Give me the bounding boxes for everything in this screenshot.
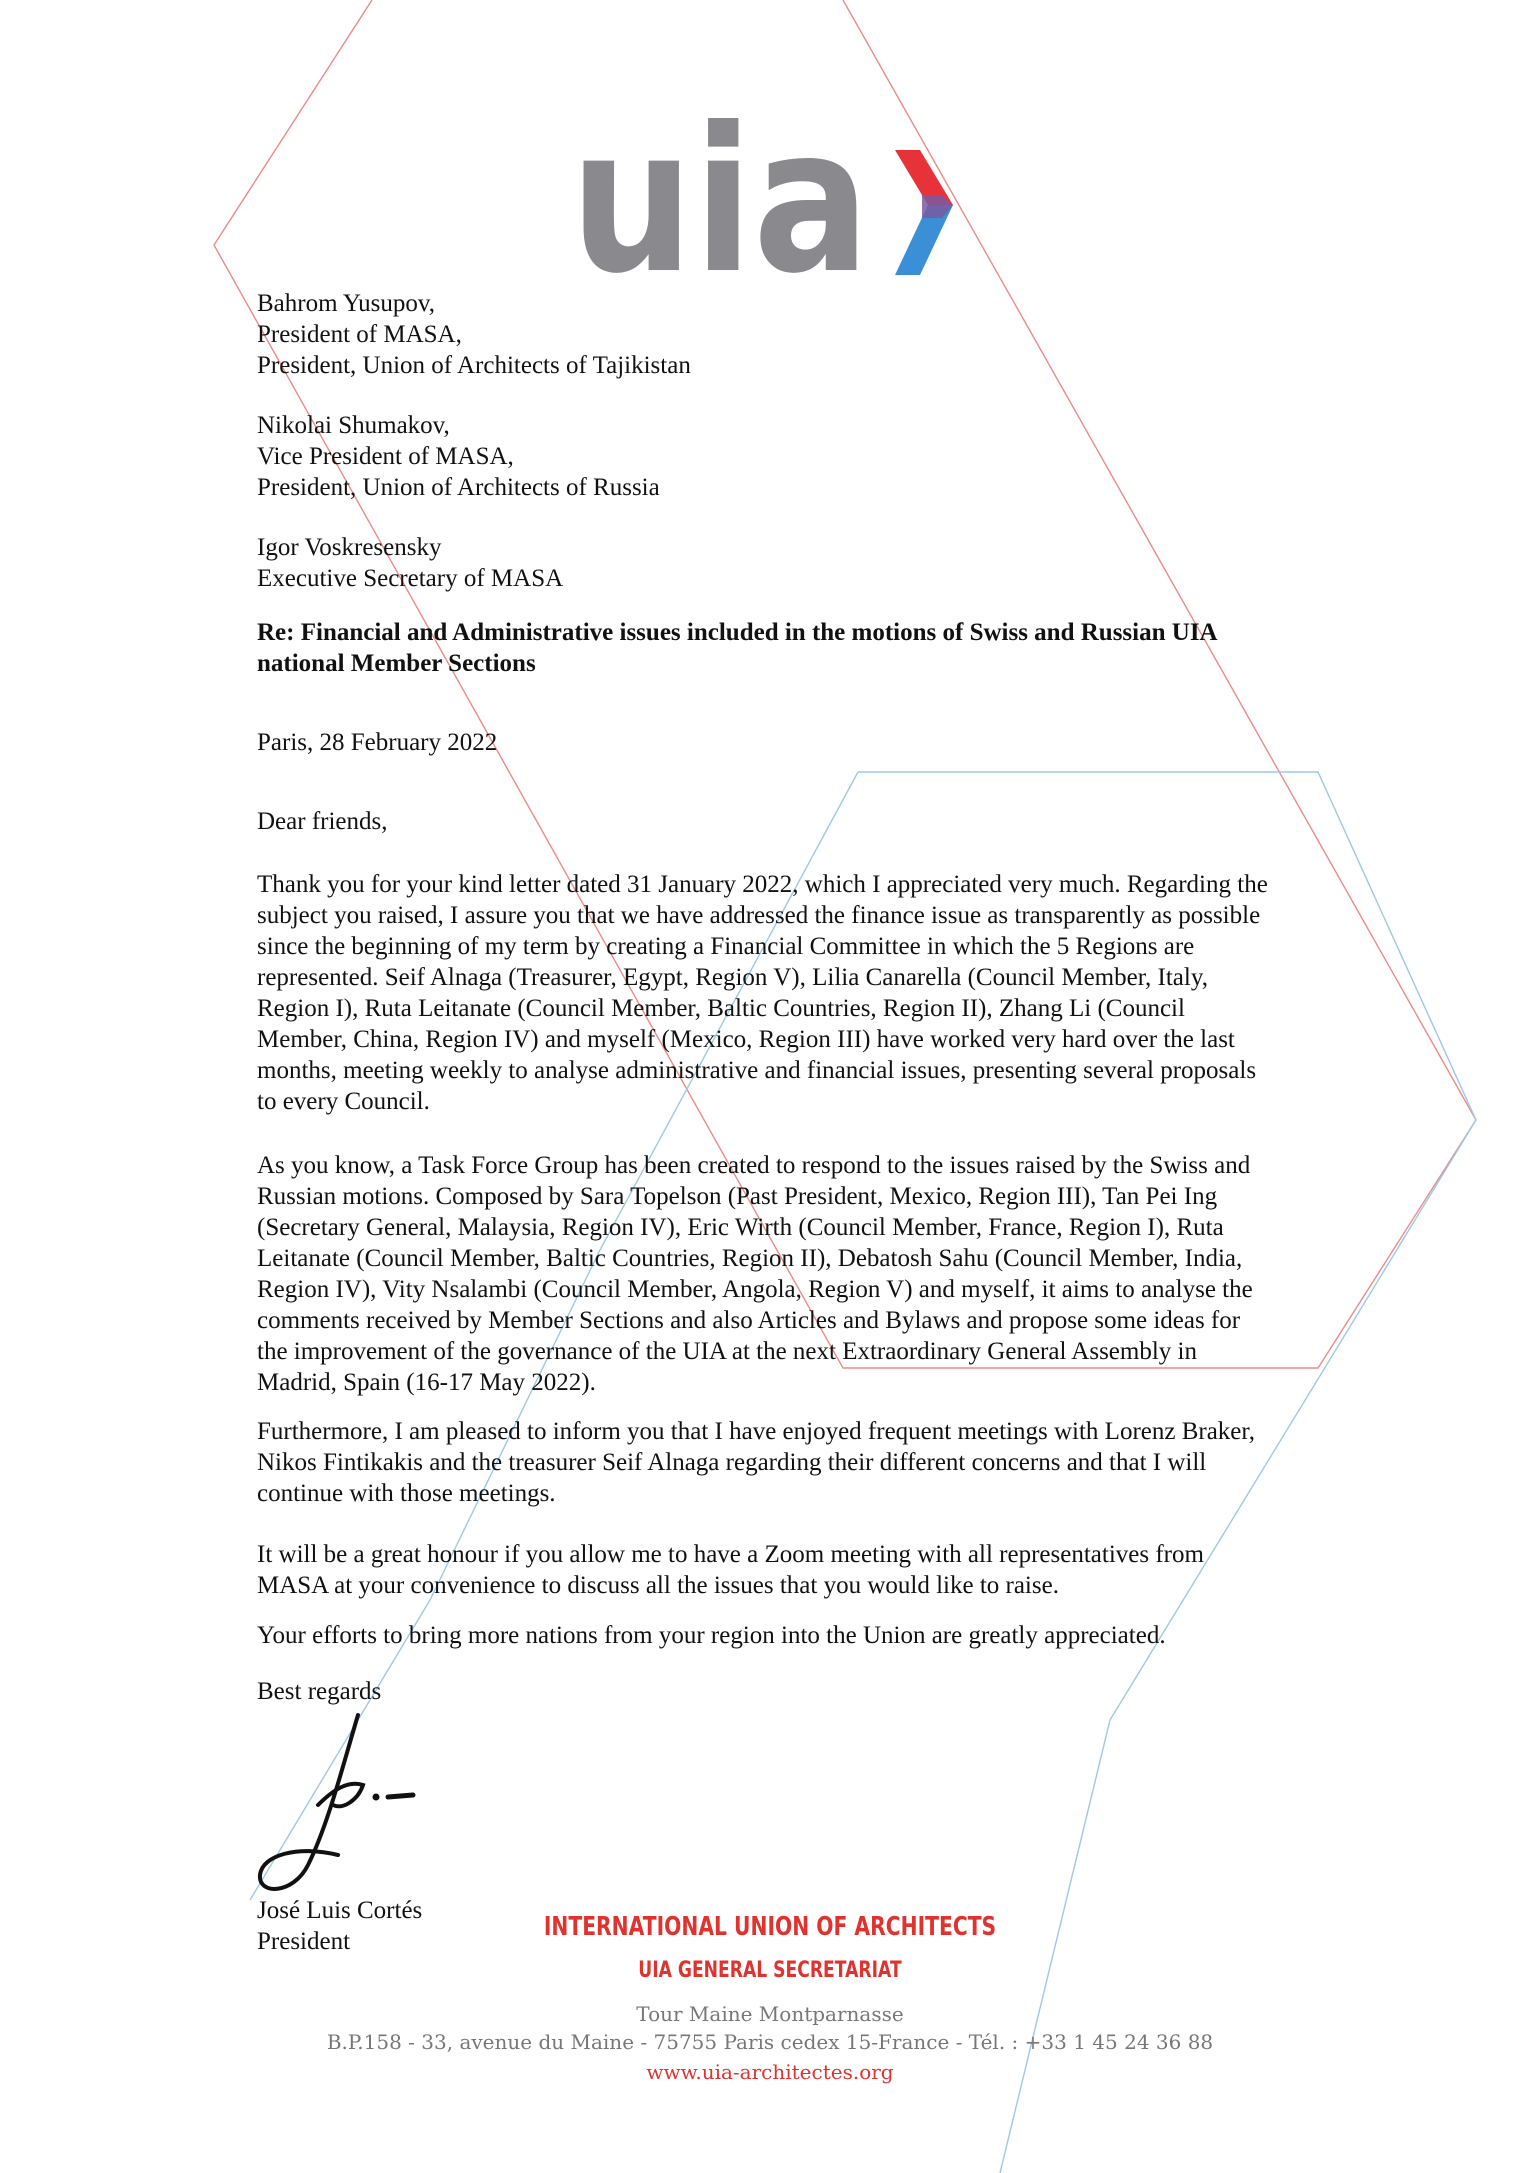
- uia-logo-text: uia: [570, 100, 870, 280]
- recipient-line: Nikolai Shumakov,: [257, 412, 450, 439]
- footer-website: www.uia-architectes.org: [646, 2060, 894, 2084]
- paragraph-1: [257, 869, 1357, 1117]
- footer-address-line-2: B.P.158 - 33, avenue du Maine - 75755 Paris cedex 15-France - Tél. : +33 1 45 24 36 88: [326, 2030, 1214, 2054]
- footer-address-line-1: Tour Maine Montparnasse: [636, 2002, 904, 2026]
- recipient-line: Executive Secretary of MASA: [257, 565, 564, 592]
- uia-logo: [570, 100, 970, 280]
- paragraph-5: [257, 1620, 1357, 1651]
- paragraph-line: Member, China, Region IV) and myself (Mexico, Region III) have worked very hard over the last: [257, 1026, 1235, 1053]
- paragraph-line: Region IV), Vity Nsalambi (Council Member, Angola, Region V) and myself, it aims to analyse the: [257, 1276, 1253, 1303]
- paragraph-line: to every Council.: [257, 1088, 430, 1115]
- paragraph-line: It will be a great honour if you allow me to have a Zoom meeting with all representatives from: [257, 1541, 1204, 1568]
- paragraph-3: [257, 1416, 1357, 1509]
- paragraph-4: [257, 1539, 1357, 1601]
- recipient-1: [257, 288, 1357, 381]
- recipient-line: Bahrom Yusupov,: [257, 290, 436, 317]
- subject-text: Re: Financial and Administrative issues included in the motions of Swiss and Russian UIA: [257, 619, 1218, 646]
- paragraph-line: Furthermore, I am pleased to inform you that I have enjoyed frequent meetings with Lorenz Braker,: [257, 1418, 1255, 1445]
- recipient-line: Vice President of MASA,: [257, 443, 514, 470]
- paragraph-line: Your efforts to bring more nations from your region into the Union are greatly appreciated.: [257, 1622, 1166, 1649]
- paragraph-line: Leitanate (Council Member, Baltic Countries, Region II), Debatosh Sahu (Council Member, India,: [257, 1245, 1243, 1272]
- recipient-line: President of MASA,: [257, 321, 462, 348]
- paragraph-line: Russian motions. Composed by Sara Topelson (Past President, Mexico, Region III), Tan Pei Ing: [257, 1183, 1218, 1210]
- handwritten-signature: [248, 1705, 448, 1905]
- closing: Best regards: [257, 1678, 382, 1705]
- paragraph-line: Madrid, Spain (16-17 May 2022).: [257, 1369, 596, 1396]
- paragraph-line: represented. Seif Alnaga (Treasurer, Egypt, Region V), Lilia Canarella (Council Member, Italy,: [257, 964, 1208, 991]
- paragraph-line: subject you raised, I assure you that we have addressed the finance issue as transparently as possible: [257, 902, 1261, 929]
- paragraph-line: Region I), Ruta Leitanate (Council Member, Baltic Countries, Region II), Zhang Li (Council: [257, 995, 1185, 1022]
- paragraph-line: Nikos Fintikakis and the treasurer Seif Alnaga regarding their different concerns and that I will: [257, 1449, 1207, 1476]
- paragraph-line: As you know, a Task Force Group has been created to respond to the issues raised by the Swiss and: [257, 1152, 1251, 1179]
- paragraph-line: the improvement of the governance of the UIA at the next Extraordinary General Assembly in: [257, 1338, 1197, 1365]
- footer-secretariat: UIA GENERAL SECRETARIAT: [638, 1958, 902, 1983]
- paragraph-line: MASA at your convenience to discuss all the issues that you would like to raise.: [257, 1572, 1059, 1599]
- paragraph-2: [257, 1150, 1357, 1398]
- salutation: Dear friends,: [257, 808, 388, 835]
- recipient-line: Igor Voskresensky: [257, 534, 442, 561]
- subject-text: national Member Sections: [257, 650, 536, 677]
- footer-organization: INTERNATIONAL UNION OF ARCHITECTS: [543, 1912, 997, 1942]
- letter-date: Paris, 28 February 2022: [257, 729, 498, 756]
- paragraph-line: Thank you for your kind letter dated 31 January 2022, which I appreciated very much. Regarding the: [257, 871, 1268, 898]
- recipient-line: President, Union of Architects of Russia: [257, 474, 660, 501]
- paragraph-line: (Secretary General, Malaysia, Region IV), Eric Wirth (Council Member, France, Region I), Ruta: [257, 1214, 1224, 1241]
- recipient-3: [257, 532, 1357, 594]
- paragraph-line: continue with those meetings.: [257, 1480, 556, 1507]
- signer-title: President: [257, 1928, 351, 1955]
- recipient-2: [257, 410, 1357, 503]
- paragraph-line: months, meeting weekly to analyse administrative and financial issues, presenting several proposals: [257, 1057, 1257, 1084]
- signer-name: José Luis Cortés: [257, 1897, 423, 1924]
- paragraph-line: comments received by Member Sections and also Articles and Bylaws and propose some ideas for: [257, 1307, 1241, 1334]
- subject-line: [257, 617, 1357, 679]
- paragraph-line: since the beginning of my term by creating a Financial Committee in which the 5 Regions are: [257, 933, 1195, 960]
- recipient-line: President, Union of Architects of Tajikistan: [257, 352, 691, 379]
